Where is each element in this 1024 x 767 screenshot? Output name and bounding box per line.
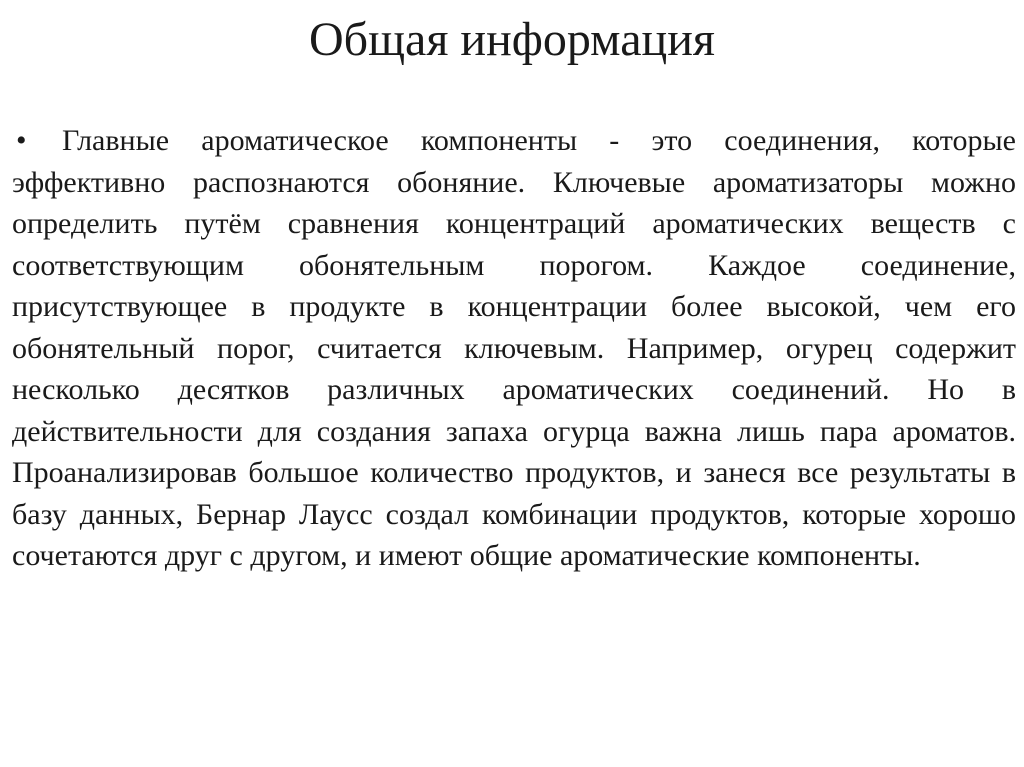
bullet-text: Главные ароматическое компоненты - это соединения, которые эффективно распознаются обоняние. Ключевые ароматизаторы можно определить путём сравнения концентраций ароматических веществ с соответствующим обонятельным порогом. Каждое соединение, присутствующее в продукте в концентрации более высокой, чем его обонятельный порог, считается ключевым. Например, огурец содержит несколько десятков различных ароматических соединений. Но в действительности для создания запаха огурца важна лишь пара ароматов. Проанализировав большое количество продуктов, и занеся все результаты в базу данных, Бернар Лаусс создал комбинации продуктов, которые хорошо сочетаются друг с другом, и имеют общие ароматические компоненты. [12,124,1016,572]
slide-title: Общая информация [309,13,715,66]
bullet-marker: • [16,124,27,157]
bullet-item [12,120,1016,577]
slide-content [12,120,1016,577]
